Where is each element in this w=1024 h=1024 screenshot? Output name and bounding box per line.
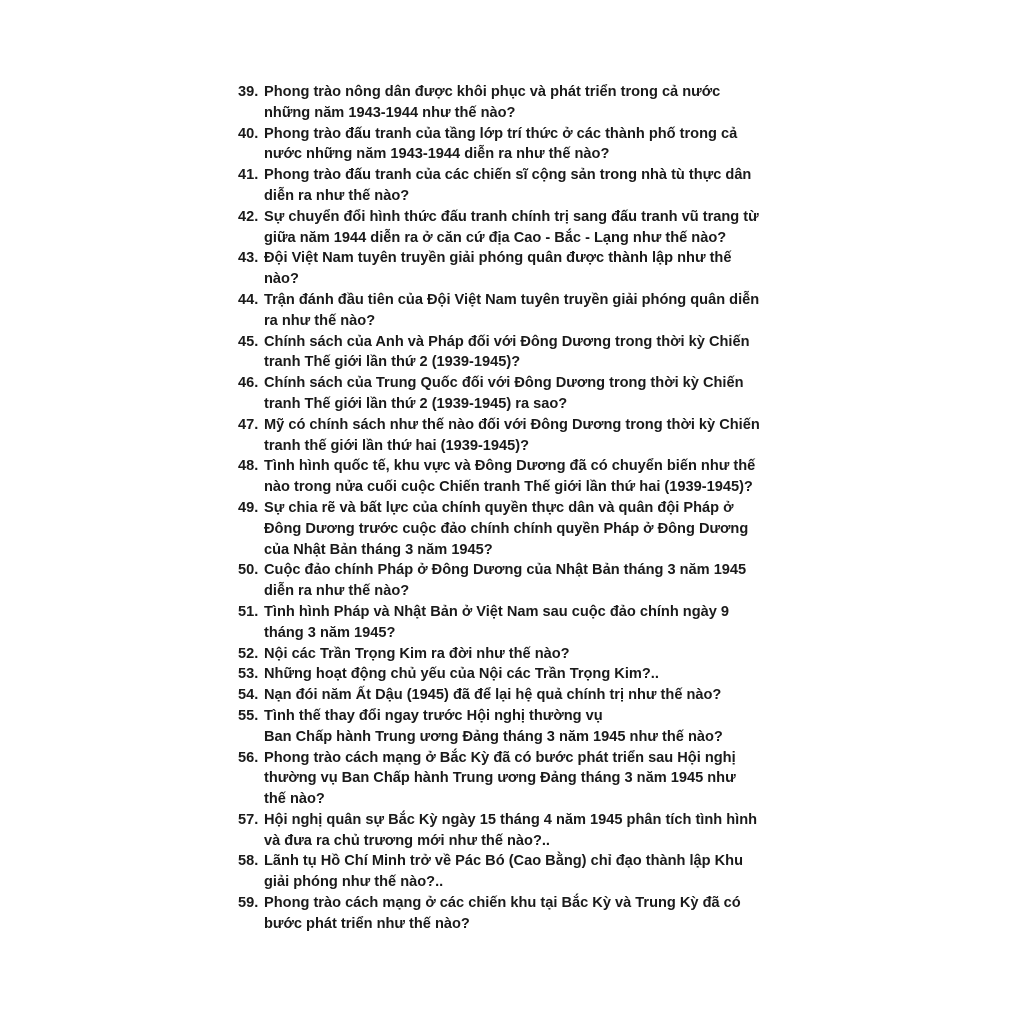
- question-number: 52.: [238, 645, 259, 662]
- question-number: 47.: [238, 416, 259, 433]
- question-text: Nội các Trần Trọng Kim ra đời như thế nào?: [264, 645, 570, 662]
- question-text: Hội nghị quân sự Bắc Kỳ ngày 15 tháng 4 năm 1945 phân tích tình hình và đưa ra chủ trương mới như thế nào?..: [264, 811, 758, 849]
- question-list: [238, 82, 798, 935]
- question-number: 45.: [238, 333, 259, 350]
- question-number: 39.: [238, 84, 259, 100]
- question-number: 44.: [238, 291, 259, 308]
- question-number: 41.: [238, 167, 259, 184]
- question-text: Đội Việt Nam tuyên truyền giải phóng quân được thành lập như thế nào?: [264, 250, 732, 288]
- question-number: 54.: [238, 687, 259, 704]
- question-number: 50.: [238, 562, 259, 579]
- question-text: Lãnh tụ Hồ Chí Minh trở về Pác Bó (Cao Bằng) chỉ đạo thành lập Khu giải phóng như thế nào?..: [264, 853, 743, 891]
- question-text: Tình hình Pháp và Nhật Bản ở Việt Nam sau cuộc đảo chính ngày 9 tháng 3 năm 1945?: [264, 603, 730, 641]
- question-item: [238, 248, 798, 290]
- question-item: [238, 373, 798, 415]
- question-number: 58.: [238, 853, 259, 870]
- question-text: Phong trào cách mạng ở Bắc Kỳ đã có bước phát triển sau Hội nghị thường vụ Ban Chấp hành Trung ương Đảng tháng 3 năm 1945 như thế nào?: [264, 749, 736, 808]
- question-item: [238, 706, 798, 748]
- question-text: Chính sách của Trung Quốc đối với Đông Dương trong thời kỳ Chiến tranh Thế giới lần thứ 2 (1939-1945) ra sao?: [264, 375, 744, 412]
- question-number: 46.: [238, 375, 259, 392]
- question-item: [238, 602, 798, 644]
- question-text: Phong trào đấu tranh của các chiến sĩ cộng sản trong nhà tù thực dân diễn ra như thế nào?: [264, 167, 752, 204]
- question-item: [238, 498, 798, 560]
- question-number: 43.: [238, 250, 259, 267]
- question-item: [238, 82, 798, 124]
- question-number: 51.: [238, 603, 259, 620]
- question-item: [238, 207, 798, 249]
- question-item: [238, 685, 798, 706]
- question-item: [238, 851, 798, 893]
- question-text: Sự chuyển đổi hình thức đấu tranh chính trị sang đấu tranh vũ trang từ giữa năm 1944 diễn ra ở căn cứ địa Cao - Bắc - Lạng như thế nào?: [264, 208, 759, 246]
- question-item: [238, 560, 798, 602]
- question-text: Mỹ có chính sách như thế nào đối với Đông Dương trong thời kỳ Chiến tranh thế giới lần thứ hai (1939-1945)?: [264, 416, 760, 454]
- question-text: Những hoạt động chủ yếu của Nội các Trần Trọng Kim?..: [264, 666, 659, 683]
- question-item: [238, 290, 798, 332]
- question-item: [238, 810, 798, 852]
- question-text: Tình hình quốc tế, khu vực và Đông Dương đã có chuyển biến như thế nào trong nửa cuối cuộc Chiến tranh Thế giới lần thứ hai (1939-1945)?: [264, 458, 756, 496]
- question-number: 40.: [238, 125, 259, 142]
- question-item: [238, 332, 798, 374]
- question-number: 53.: [238, 666, 259, 683]
- question-number: 42.: [238, 208, 259, 225]
- question-number: 56.: [238, 749, 259, 766]
- question-item: [238, 664, 798, 685]
- question-text: Sự chia rẽ và bất lực của chính quyền thực dân và quân đội Pháp ở Đông Dương trước cuộc đảo chính chính quyền Pháp ở Đông Dương của Nhật Bản tháng 3 năm 1945?: [264, 499, 749, 558]
- question-item: [238, 748, 798, 810]
- question-item: [238, 165, 798, 207]
- question-number: 59.: [238, 895, 259, 912]
- question-text: Chính sách của Anh và Pháp đối với Đông Dương trong thời kỳ Chiến tranh Thế giới lần thứ 2 (1939-1945)?: [264, 333, 750, 371]
- question-text: Phong trào cách mạng ở các chiến khu tại Bắc Kỳ và Trung Kỳ đã có bước phát triển như thế nào?: [264, 895, 741, 932]
- question-item: [238, 893, 798, 935]
- question-text: Nạn đói năm Ất Dậu (1945) đã để lại hệ quả chính trị như thế nào?: [264, 687, 722, 704]
- question-item: [238, 124, 798, 166]
- question-text: Trận đánh đầu tiên của Đội Việt Nam tuyên truyền giải phóng quân diễn ra như thế nào?: [264, 291, 760, 329]
- question-text: Phong trào đấu tranh của tầng lớp trí thức ở các thành phố trong cả nước những năm 1943-1944 diễn ra như thế nào?: [264, 125, 738, 163]
- question-number: 49.: [238, 499, 259, 516]
- question-item: [238, 456, 798, 498]
- question-text: Cuộc đảo chính Pháp ở Đông Dương của Nhật Bản tháng 3 năm 1945 diễn ra như thế nào?: [264, 562, 747, 600]
- question-number: 57.: [238, 811, 259, 828]
- question-number: 55.: [238, 707, 259, 724]
- question-item: [238, 644, 798, 665]
- question-number: 48.: [238, 458, 259, 475]
- question-text: Phong trào nông dân được khôi phục và phát triển trong cả nước những năm 1943-1944 như thế nào?: [264, 84, 721, 121]
- question-item: [238, 415, 798, 457]
- question-text: Tình thế thay đổi ngay trước Hội nghị thường vụ Ban Chấp hành Trung ương Đảng tháng 3 năm 1945 như thế nào?: [264, 707, 723, 745]
